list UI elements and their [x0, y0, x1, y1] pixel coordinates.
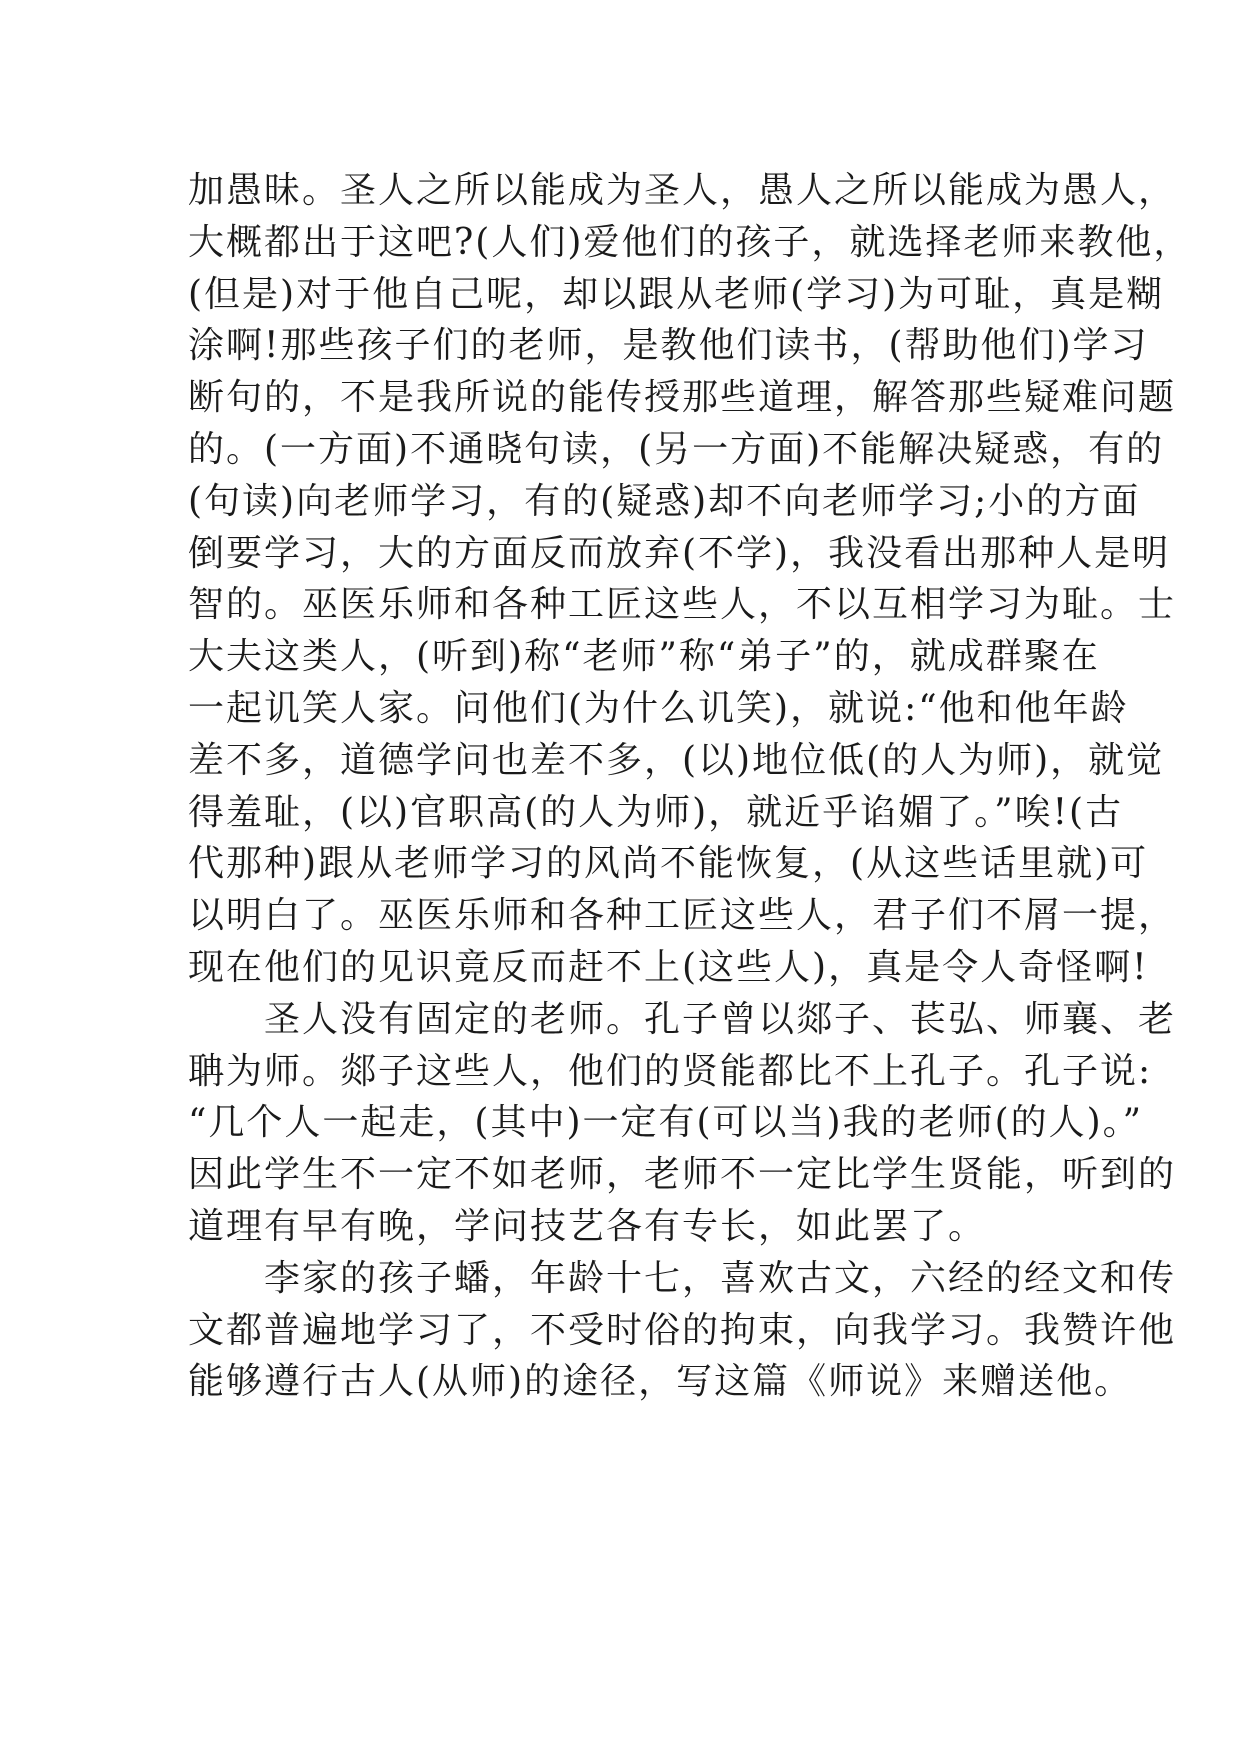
text-line: 倒要学习，大的方面反而放弃(不学)，我没看出那种人是明	[188, 532, 1171, 574]
text-line: 大概都出于这吧?(人们)爱他们的孩子，就选择老师来教他，	[188, 221, 1192, 263]
text-line: 差不多，道德学问也差不多，(以)地位低(的人为师)，就觉	[188, 739, 1165, 781]
text-line: 智的。巫医乐师和各种工匠这些人，不以互相学习为耻。士	[188, 584, 1177, 626]
paragraph-start-line: 圣人没有固定的老师。孔子曾以郯子、苌弘、师襄、老	[188, 998, 1177, 1040]
paragraph-end-line: 道理有早有晚，学问技艺各有专长，如此罢了。	[188, 1205, 987, 1247]
text-line: 的。(一方面)不通晓句读，(另一方面)不能解决疑惑，有的	[188, 428, 1165, 470]
text-line: 大夫这类人，(听到)称“老师”称“弟子”的，就成群聚在	[188, 636, 1100, 678]
paragraph-start-line: 李家的孩子蟠，年龄十七，喜欢古文，六经的经文和传	[188, 1257, 1177, 1299]
text-line: 以明白了。巫医乐师和各种工匠这些人，君子们不屑一提，	[188, 895, 1177, 937]
text-line: 代那种)跟从老师学习的风尚不能恢复，(从这些话里就)可	[188, 843, 1149, 885]
text-line: 文都普遍地学习了，不受时俗的拘束，向我学习。我赞许他	[188, 1309, 1177, 1351]
text-line: 一起讥笑人家。问他们(为什么讥笑)，就说:“他和他年龄	[188, 687, 1129, 729]
text-line: 断句的，不是我所说的能传授那些道理，解答那些疑难问题	[188, 377, 1177, 419]
text-line: (但是)对于他自己呢，却以跟从老师(学习)为可耻，真是糊	[188, 273, 1165, 315]
text-line: 因此学生不一定不如老师，老师不一定比学生贤能，听到的	[188, 1154, 1177, 1196]
body-text	[188, 165, 1192, 1408]
text-line: 加愚昧。圣人之所以能成为圣人，愚人之所以能成为愚人，	[188, 170, 1177, 211]
paragraph-end-line: 能够遵行古人(从师)的途径，写这篇《师说》来赠送他。	[188, 1361, 1133, 1403]
text-line: (句读)向老师学习，有的(疑惑)却不向老师学习;小的方面	[188, 480, 1141, 522]
paragraph-end-line: 现在他们的见识竟反而赶不上(这些人)，真是令人奇怪啊!	[188, 946, 1149, 988]
text-line: 聃为师。郯子这些人，他们的贤能都比不上孔子。孔子说:	[188, 1050, 1153, 1092]
text-line: 得羞耻，(以)官职高(的人为师)，就近乎谄媚了。”唉!(古	[188, 791, 1124, 833]
text-line: 涂啊!那些孩子们的老师，是教他们读书，(帮助他们)学习	[188, 325, 1149, 367]
text-line: “几个人一起走，(其中)一定有(可以当)我的老师(的人)。”	[188, 1102, 1144, 1144]
